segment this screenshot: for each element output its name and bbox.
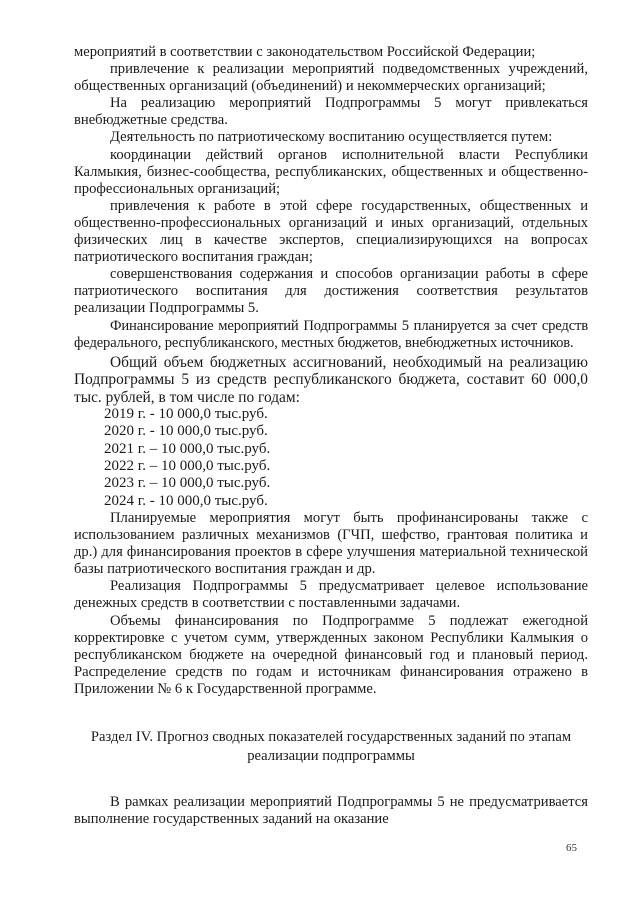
paragraph-extrabudgetary: На реализацию мероприятий Подпрограммы 5 могут привлекаться внебюджетные средства. [74,95,588,129]
paragraph-financing-sources: Финансирование мероприятий Подпрограммы 5 планируется за счет средств федерального, республиканского, местных бюджетов, внебюджетных источников. [74,317,588,351]
paragraph-improvement: совершенствования содержания и способов организации работы в сфере патриотического воспитания для достижения соответствия результатов реализации Подпрограммы 5. [74,266,588,317]
paragraph-involvement: привлечения к работе в этой сфере государственных, общественных и общественно-профессиональных организаций и иных организаций, отдельных физических лиц в качестве экспертов, специализирующихся на вопросах патриотического воспитания граждан; [74,197,588,266]
document-page [74,44,588,828]
page-number: 65 [566,842,577,854]
paragraph-mechanisms: Планируемые мероприятия могут быть профинансированы также с использованием различных механизмов (ГЧП, шефство, грантовая политика и др.) для финансирования проектов в сфере улучшения материальной технической базы патриотического воспитания граждан и др. [74,509,588,578]
paragraph-continuation: мероприятий в соответствии с законодательством Российской Федерации; [74,44,536,60]
budget-year-item: 2024 г. - 10 000,0 тыс.руб. [104,492,268,509]
paragraph-annual-adjustment: Объемы финансирования по Подпрограмме 5 подлежат ежегодной корректировке с учетом сумм, утвержденных законом Республики Калмыкия о республиканском бюджете на очередной финансовый год и плановый период. Распределение средств по годам и источникам финансирования отражено в Приложении № 6 к Государственной программе. [74,612,588,697]
paragraph-coordination: координации действий органов исполнительной власти Республики Калмыкия, бизнес-сообщества, республиканских, общественных и общественно-профессиональных организаций; [74,146,588,197]
paragraph-targeted-use: Реализация Подпрограммы 5 предусматривает целевое использование денежных средств в соответствии с поставленными задачами. [74,578,588,612]
budget-year-item: 2023 г. – 10 000,0 тыс.руб. [104,475,271,492]
section-heading: Раздел IV. Прогноз сводных показателей государственных заданий по этапам реализации подпрограммы [90,729,572,764]
paragraph-state-tasks: В рамках реализации мероприятий Подпрограммы 5 не предусматривается выполнение государственных заданий на оказание [74,794,588,828]
paragraph-attract-institutions: привлечение к реализации мероприятий подведомственных учреждений, общественных организаций (объединений) и некоммерческих организаций; [74,61,588,95]
paragraph-activity-intro: Деятельность по патриотическому воспитанию осуществляется путем: [110,129,553,146]
budget-years-list [74,406,588,510]
budget-year-item: 2021 г. – 10 000,0 тыс.руб. [104,440,271,457]
paragraph-budget-total: Общий объем бюджетных ассигнований, необходимый на реализацию Подпрограммы 5 из средств республиканского бюджета, составит 60 000,0 тыс. рублей, в том числе по годам: [74,353,588,406]
budget-year-item: 2019 г. - 10 000,0 тыс.руб. [104,406,268,423]
budget-year-item: 2020 г. - 10 000,0 тыс.руб. [104,423,268,440]
budget-year-item: 2022 г. – 10 000,0 тыс.руб. [104,458,271,475]
